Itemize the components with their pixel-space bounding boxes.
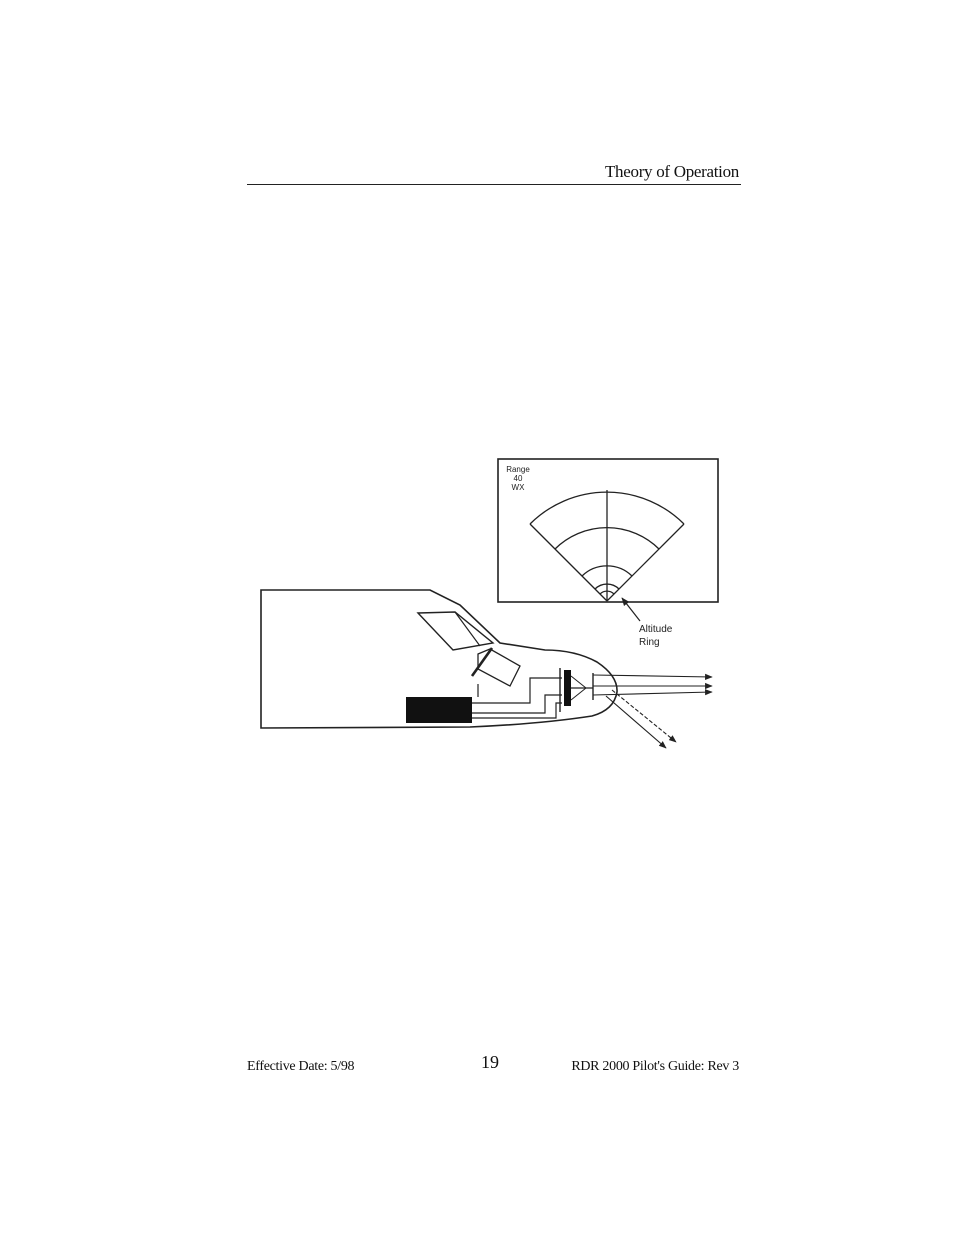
display-label-range-value: 40	[513, 474, 523, 483]
altitude-ring-callout	[622, 598, 673, 648]
beam-down	[606, 696, 666, 748]
display-label-range: Range	[506, 465, 530, 474]
display-label-mode: WX	[511, 483, 525, 492]
page-number: 19	[481, 1052, 499, 1072]
guide-title: RDR 2000 Pilot's Guide: Rev 3	[571, 1059, 739, 1074]
beam-lower	[593, 692, 712, 695]
antenna-plate	[564, 670, 571, 706]
beam-upper	[593, 675, 712, 677]
radar-beams	[593, 675, 712, 748]
sector-edge-left	[530, 524, 607, 601]
display-frame	[498, 459, 718, 602]
sector-edge-right	[607, 524, 684, 601]
indicator-panel	[478, 649, 520, 686]
wire-upper	[472, 678, 562, 703]
wire-bottom	[472, 703, 562, 718]
beam-down-dashed	[612, 690, 676, 742]
windshield	[418, 612, 493, 650]
running-header-title: Theory of Operation	[604, 162, 739, 181]
callout-label-line1: Altitude	[639, 624, 673, 635]
receiver-transmitter-unit	[406, 697, 472, 723]
radar-display	[498, 459, 718, 602]
callout-label-line2: Ring	[639, 637, 660, 648]
aircraft-nose-diagram	[261, 590, 617, 728]
effective-date: Effective Date: 5/98	[247, 1059, 355, 1074]
wire-lower	[472, 695, 562, 713]
